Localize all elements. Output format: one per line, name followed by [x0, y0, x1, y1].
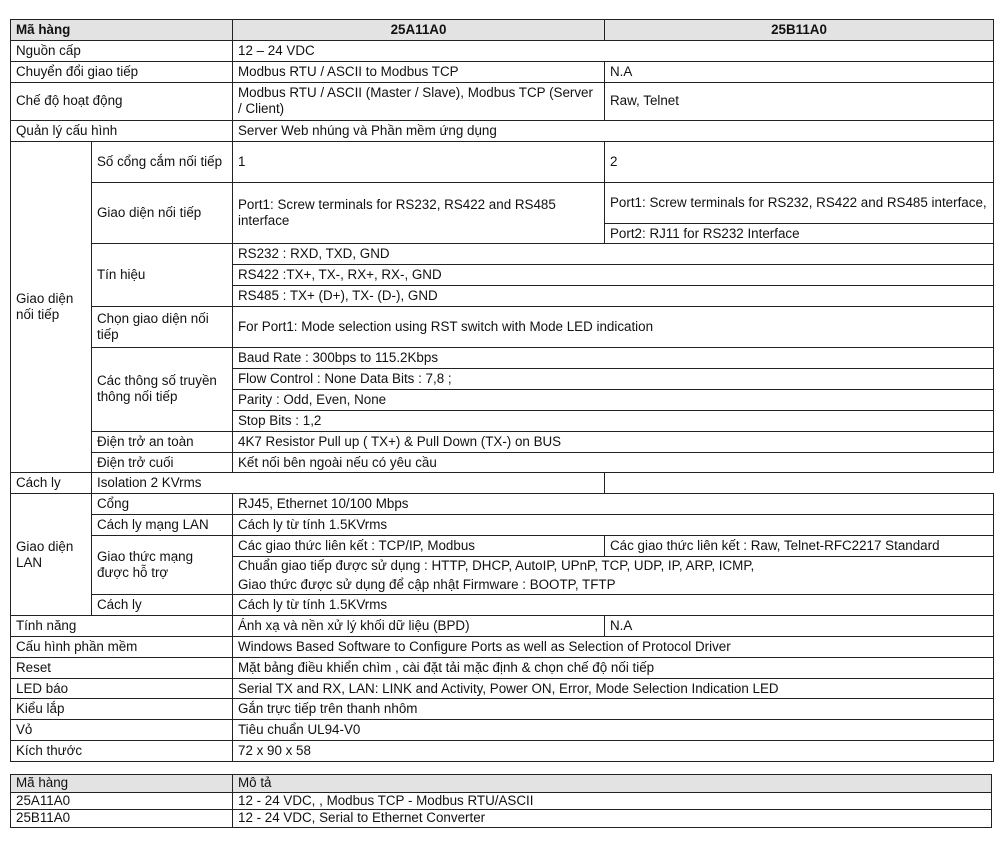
safety-resistor-label: Điện trở an toàn	[92, 431, 233, 452]
lan-port-label: Cổng	[92, 494, 233, 515]
spec-table	[10, 19, 994, 762]
protocol-conversion-label: Chuyển đổi giao tiếp	[11, 61, 233, 82]
row-terminal-resistor	[11, 452, 994, 473]
header-model-label: Mã hàng	[11, 20, 233, 41]
product-header-code: Mã hàng	[11, 775, 233, 793]
lan-isolation-label: Cách ly mạng LAN	[92, 515, 233, 536]
serial-isolation-value: Isolation 2 KVrms	[92, 473, 605, 494]
serial-group-label: Giao diện nối tiếp	[11, 141, 92, 473]
row-lan-protocol-link	[11, 536, 994, 557]
product-header-desc: Mô tả	[233, 775, 992, 793]
protocol-conversion-model-b: N.A	[605, 61, 994, 82]
dimensions-value: 72 x 90 x 58	[233, 741, 994, 762]
dimensions-label: Kích thước	[11, 741, 233, 762]
row-power	[11, 40, 994, 61]
signal-rs485: RS485 : TX+ (D+), TX- (D-), GND	[233, 286, 994, 307]
lan-protocol-link-b: Các giao thức liên kết : Raw, Telnet-RFC2217 Standard	[605, 536, 994, 557]
mounting-label: Kiểu lắp	[11, 699, 233, 720]
lan-isolation2-value: Cách ly từ tính 1.5KVrms	[233, 595, 994, 616]
product-row	[11, 810, 992, 828]
reset-value: Mặt bảng điều khiển chìm , cài đặt tải mặc định & chọn chế độ nối tiếp	[233, 657, 994, 678]
row-serial-interface	[11, 182, 994, 223]
product-row	[11, 792, 992, 810]
product-code: 25A11A0	[11, 792, 233, 810]
housing-label: Vỏ	[11, 720, 233, 741]
product-desc: 12 - 24 VDC, Serial to Ethernet Converter	[233, 810, 992, 828]
lan-protocol-standard: Chuẩn giao tiếp được sử dụng : HTTP, DHCP, AutoIP, UPnP, TCP, UDP, IP, ARP, ICMP,	[233, 557, 994, 576]
signal-rs232: RS232 : RXD, TXD, GND	[233, 244, 994, 265]
row-operating-mode	[11, 82, 994, 120]
row-mounting	[11, 699, 994, 720]
row-software	[11, 636, 994, 657]
interface-select-label: Chọn giao diện nối tiếp	[92, 307, 233, 348]
serial-ports-model-a: 1	[233, 141, 605, 182]
comm-params-label: Các thông số truyền thông nối tiếp	[92, 348, 233, 432]
terminal-resistor-label: Điện trở cuối	[92, 452, 233, 473]
product-header-row	[11, 775, 992, 793]
row-interface-select	[11, 307, 994, 348]
lan-group-label: Giao diện LAN	[11, 494, 92, 616]
header-model-a: 25A11A0	[233, 20, 605, 41]
product-code: 25B11A0	[11, 810, 233, 828]
signal-rs422: RS422 :TX+, TX-, RX+, RX-, GND	[233, 265, 994, 286]
serial-interface-label: Giao diện nối tiếp	[92, 182, 233, 244]
row-configuration	[11, 120, 994, 141]
features-label: Tính năng	[11, 615, 233, 636]
row-safety-resistor	[11, 431, 994, 452]
comm-baud: Baud Rate : 300bps to 115.2Kbps	[233, 348, 994, 369]
row-lan-isolation	[11, 515, 994, 536]
lan-protocol-firmware: Giao thức được sử dụng để cập nhật Firmware : BOOTP, TFTP	[233, 576, 994, 595]
led-label: LED báo	[11, 678, 233, 699]
lan-isolation-value: Cách ly từ tính 1.5KVrms	[233, 515, 994, 536]
row-serial-isolation	[11, 473, 994, 494]
row-housing	[11, 720, 994, 741]
product-table	[10, 774, 992, 828]
features-model-a: Ánh xạ và nền xử lý khối dữ liệu (BPD)	[233, 615, 605, 636]
serial-isolation-label: Cách ly	[11, 473, 92, 494]
lan-protocols-label: Giao thức mạng được hỗ trợ	[92, 536, 233, 595]
row-reset	[11, 657, 994, 678]
signals-label: Tín hiệu	[92, 244, 233, 307]
row-protocol-conversion	[11, 61, 994, 82]
comm-stop: Stop Bits : 1,2	[233, 410, 994, 431]
mounting-value: Gắn trực tiếp trên thanh nhôm	[233, 699, 994, 720]
reset-label: Reset	[11, 657, 233, 678]
row-dimensions	[11, 741, 994, 762]
software-value: Windows Based Software to Configure Ports as well as Selection of Protocol Driver	[233, 636, 994, 657]
row-signal-rs232	[11, 244, 994, 265]
row-serial-ports	[11, 141, 994, 182]
serial-ports-label: Số cổng cắm nối tiếp	[92, 141, 233, 182]
row-features	[11, 615, 994, 636]
row-lan-port	[11, 494, 994, 515]
operating-mode-model-a: Modbus RTU / ASCII (Master / Slave), Modbus TCP (Server / Client)	[233, 82, 605, 120]
software-label: Cấu hình phần mềm	[11, 636, 233, 657]
configuration-label: Quản lý cấu hình	[11, 120, 233, 141]
interface-select-value: For Port1: Mode selection using RST switch with Mode LED indication	[233, 307, 994, 348]
power-value: 12 – 24 VDC	[233, 40, 994, 61]
lan-isolation2-label: Cách ly	[92, 595, 233, 616]
housing-value: Tiêu chuẩn UL94-V0	[233, 720, 994, 741]
row-led	[11, 678, 994, 699]
row-lan-isolation-2	[11, 595, 994, 616]
features-model-b: N.A	[605, 615, 994, 636]
comm-parity: Parity : Odd, Even, None	[233, 389, 994, 410]
serial-interface-model-a: Port1: Screw terminals for RS232, RS422 and RS485 interface	[233, 182, 605, 244]
serial-interface-model-b-port2: Port2: RJ11 for RS232 Interface	[605, 223, 994, 244]
protocol-conversion-model-a: Modbus RTU / ASCII to Modbus TCP	[233, 61, 605, 82]
terminal-resistor-value: Kết nối bên ngoài nếu có yêu cầu	[233, 452, 994, 473]
header-model-b: 25B11A0	[605, 20, 994, 41]
spec-header-row	[11, 20, 994, 41]
led-value: Serial TX and RX, LAN: LINK and Activity, Power ON, Error, Mode Selection Indication LED	[233, 678, 994, 699]
row-comm-baud	[11, 348, 994, 369]
operating-mode-model-b: Raw, Telnet	[605, 82, 994, 120]
lan-port-value: RJ45, Ethernet 10/100 Mbps	[233, 494, 994, 515]
comm-flow: Flow Control : None Data Bits : 7,8 ;	[233, 369, 994, 390]
safety-resistor-value: 4K7 Resistor Pull up ( TX+) & Pull Down (TX-) on BUS	[233, 431, 994, 452]
serial-interface-model-b-port1: Port1: Screw terminals for RS232, RS422 and RS485 interface,	[605, 182, 994, 223]
serial-ports-model-b: 2	[605, 141, 994, 182]
power-label: Nguồn cấp	[11, 40, 233, 61]
product-desc: 12 - 24 VDC, , Modbus TCP - Modbus RTU/ASCII	[233, 792, 992, 810]
configuration-value: Server Web nhúng và Phần mềm ứng dụng	[233, 120, 994, 141]
operating-mode-label: Chế độ hoạt động	[11, 82, 233, 120]
lan-protocol-link-a: Các giao thức liên kết : TCP/IP, Modbus	[233, 536, 605, 557]
